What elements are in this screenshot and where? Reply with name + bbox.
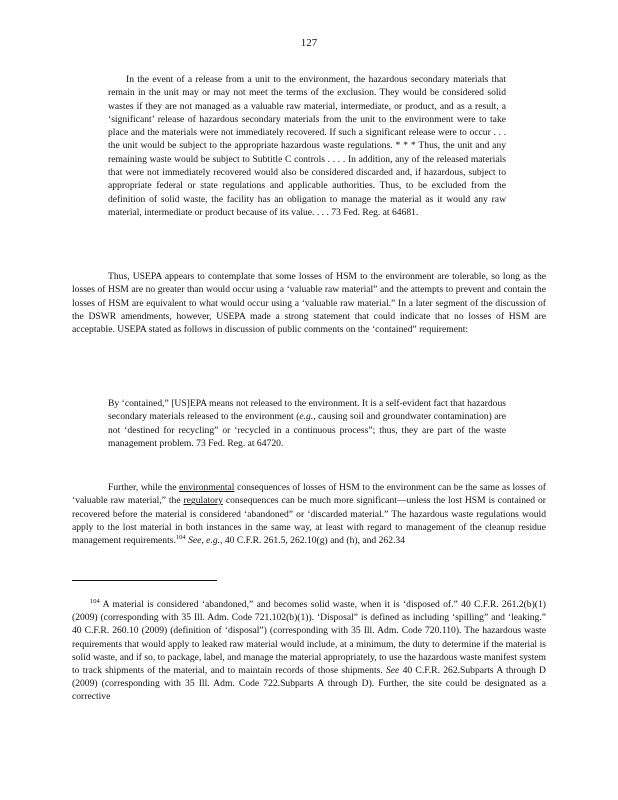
block-quote-2-text <box>108 397 506 450</box>
body-paragraph-2-mid1: consequences of losses of HSM to the environment can be the same as losses of ‘valuable raw material,” the <box>72 482 546 507</box>
underlined-regulatory: regulatory <box>183 495 223 507</box>
footnote-104-part1: A material is considered ‘abandoned,” and becomes solid waste, when it is ‘disposed of.” 40 C.F.R. 261.2(b)(1) (2009) (corresponding with 35 Ill. Adm. Code 721.102(b)(1)). ‘Disposal” is defined as including ‘spilling” and ‘leaking.” 40 C.F.R. 260.10 (2009) (definition of ‘disposal”) (corresponding with 35 Ill. Adm. Code 720.110). The hazardous waste requirements that would apply to leaked raw material would include, at a minimum, the duty to determine if the material is solid waste, and if so, to package, label, and manage the material appropriately, to use the hazardous waste manifest system to track shipments of the material, and to maintain records of those shipments. <box>72 599 546 677</box>
body-paragraph-2-lead: Further, while the <box>108 482 177 493</box>
footnote-104-part2: 40 C.F.R. 262.Subparts A through D (2009) (corresponding with 35 Ill. Adm. Code 722.Subparts A through D). Further, the site could be designated as a corrective <box>72 665 546 703</box>
footnote-separator <box>72 580 217 581</box>
body-paragraph-1 <box>72 270 546 336</box>
block-quote-1 <box>108 73 506 219</box>
body-paragraph-2-text <box>72 481 546 547</box>
underlined-environmental: environmental <box>179 482 235 493</box>
body-paragraph-2-tail: , 40 C.F.R. 261.5, 262.10(g) and (h), and 262.34 <box>220 535 405 547</box>
footnote-104-text <box>72 598 546 704</box>
body-paragraph-2-mid2: consequences can be much more significant—unless the lost HSM is contained or recovered before the material is considered ‘abandoned” or ‘discarded material.” The hazardous waste regulations would apply to the lost material in both instances in the same way, at least with regard to management of the cleanup residue management requirements. <box>72 495 546 547</box>
body-paragraph-2 <box>72 481 546 547</box>
citation-signal-see-eg: See, e.g. <box>188 535 221 547</box>
block-quote-2-part2: , causing soil and groundwater contamination) are not ‘destined for recycling” or ‘recycled in a continuous process”; thus, they are part of the waste management problem. 73 Fed. Reg. at 64720. <box>108 411 506 449</box>
block-quote-2 <box>108 397 506 450</box>
page-number: 127 <box>300 37 318 49</box>
body-paragraph-1-text: Thus, USEPA appears to contemplate that some losses of HSM to the environment are tolerable, so long as the losses of HSM are no greater than would occur using a ‘valuable raw material” and the attempts to prevent and contain the losses of HSM are equivalent to what would occur using a ‘valuable raw material.” In a later segment of the discussion of the DSWR amendments, however, USEPA made a strong statement that could indicate that no losses of HSM are acceptable. USEPA stated as follows in discussion of public comments on the ‘contained” requirement: <box>72 271 546 336</box>
block-quote-2-part1: By ‘contained,” [US]EPA means not released to the environment. It is a self-evident fact that hazardous secondary materials released to the environment ( <box>108 398 506 423</box>
block-quote-1-text: In the event of a release from a unit to the environment, the hazardous secondary materials that remain in the unit may or may not meet the terms of the exclusion. They would be considered solid wastes if they are not managed as a valuable raw material, intermediate, or product, and as a result, a ‘significant’ release of hazardous secondary materials from the unit to the environment were to take place and the materials were not immediately recovered. If such a significant release were to occur . . . the unit would be subject to the appropriate hazardous waste regulations. * * * Thus, the unit and any remaining waste would be subject to Subtitle C controls . . . . In addition, any of the released materials that were not immediately recovered would also be considered discarded and, if hazardous, subject to appropriate federal or state regulations and applicable authorities. Thus, to be excluded from the definition of solid waste, the facility has an obligation to manage the material as it would any raw material, intermediate or product because of its value. . . . 73 Fed. Reg. at 64681. <box>108 74 506 218</box>
citation-signal-see: See <box>386 665 400 677</box>
footnote-104 <box>72 598 546 704</box>
block-quote-2-eg: e.g. <box>299 411 314 423</box>
footnote-reference[interactable]: 104 <box>175 534 186 542</box>
footnote-marker: 104 <box>90 598 100 605</box>
